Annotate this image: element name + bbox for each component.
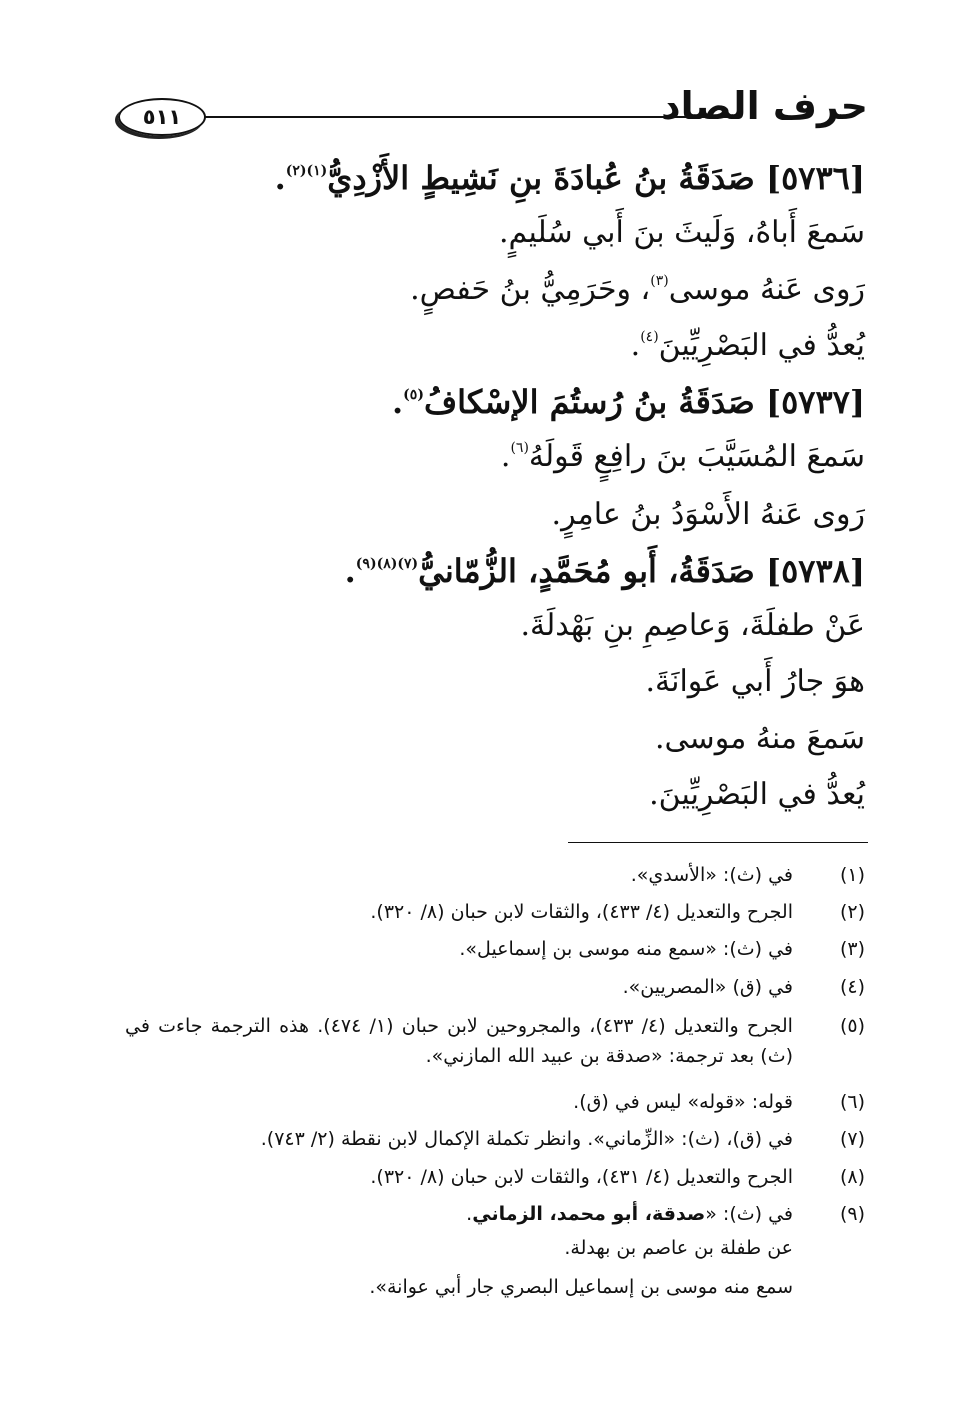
footnote-ref: (٥) <box>403 387 424 403</box>
footnote-text: الجرح والتعديل (٤/ ٤٣٣)، والثقات لابن حبان (٨/ ٣٢٠). <box>370 901 793 923</box>
footnote <box>125 934 865 964</box>
footnote-number: (٦) <box>839 1091 865 1113</box>
page-number-badge <box>118 98 206 136</box>
entry-line: رَوى عَنهُ الأَسْوَدُ بنُ عامِرٍ. <box>551 497 865 532</box>
entry-heading: [٥٧٣٧] صَدَقَةُ بنُ رُستُمَ الإسْكافُ$^{(٥)}$. <box>392 383 865 421</box>
footnote <box>125 972 865 1002</box>
entry-line: يُعدُّ في البَصْرِيِّينَ$^{(٤)}$. <box>630 328 865 363</box>
header-rule <box>205 116 730 118</box>
footnote-number: (٣) <box>839 938 865 960</box>
footnote-number: (٤) <box>839 976 865 998</box>
footnote-ref: (١)(٢) <box>285 163 328 179</box>
footnote-ref: (٤) <box>640 329 659 345</box>
footnote-text: في (ق) «المصريين». <box>622 976 793 998</box>
entry-line: هوَ جارُ أَبي عَوانَةَ. <box>645 664 865 699</box>
footnote-text: في (ث): «الأسدي». <box>630 864 793 886</box>
footnote-ref: (٧)(٨)(٩) <box>355 556 419 572</box>
footnote-number: (٧) <box>839 1128 865 1150</box>
entry-heading: [٥٧٣٦] صَدَقَةُ بنُ عُبادَةَ بنِ نَشِيطٍ الأَزْدِيُّ$^{(١)(٢)}$. <box>274 159 865 197</box>
footnote-text: الجرح والتعديل (٤/ ٤٣٣)، والمجروحين لابن حبان (١/ ٤٧٤). هذه الترجمة جاءت في (ث) بعد ترجمة: «صدقة بن عبيد الله المازني». <box>125 1015 793 1067</box>
footnote <box>125 1124 865 1154</box>
footnote-continuation: عن طفلة بن عاصم بن بهدلة. <box>564 1237 793 1259</box>
footnote-number: (٥) <box>839 1015 865 1037</box>
entry-name: صَدَقَةُ، أَبو مُحَمَّدٍ، الزُّمّانيُّ <box>418 552 755 590</box>
footnote <box>125 1011 865 1071</box>
footnote-number: (٨) <box>839 1166 865 1188</box>
footnote <box>125 1087 865 1117</box>
footnote-number: (١) <box>839 864 865 886</box>
entry-number: [٥٧٣٦] <box>765 159 865 197</box>
page-number: ٥١١ <box>142 105 182 129</box>
entry-line: رَوى عَنهُ موسى$^{(٣)}$، وحَرَمِيُّ بنُ حَفصٍ. <box>410 272 865 307</box>
footnote-number: (٢) <box>839 901 865 923</box>
entry-line: سَمعَ المُسَيَّبَ بنَ رافِعٍ قَولَهُ$^{(٦)}$. <box>500 439 865 474</box>
entry-line: سَمعَ أَباهُ، وَلَيثَ بنَ أَبي سُلَيمٍ. <box>499 215 865 250</box>
footnote-text: قوله: «قوله» ليس في (ق). <box>573 1091 793 1113</box>
entry-name: صَدَقَةُ بنُ رُستُمَ الإسْكافُ <box>423 383 755 421</box>
footnote <box>125 860 865 890</box>
entry-number: [٥٧٣٨] <box>765 552 865 590</box>
entry-line: سَمعَ منهُ موسى. <box>655 721 865 756</box>
footnote-text: في (ث): «سمع منه موسى بن إسماعيل». <box>459 938 793 960</box>
footnote <box>125 1162 865 1192</box>
entry-number: [٥٧٣٧] <box>765 383 865 421</box>
footnote-ref: (٦) <box>510 440 529 456</box>
running-header-title: حرف الصاد <box>661 84 868 128</box>
footnote-ref: (٣) <box>650 273 669 289</box>
entry-line: عَنْ طفلَةَ، وَعاصِمِ بنِ بَهْدلَةَ. <box>520 608 865 643</box>
entry-line: يُعدُّ في البَصْرِيِّينَ. <box>649 777 865 812</box>
entry-heading: [٥٧٣٨] صَدَقَةُ، أَبو مُحَمَّدٍ، الزُّمّانيُّ$^{(٧)(٨)(٩)}$. <box>344 552 865 590</box>
entry-name: صَدَقَةُ بنُ عُبادَةَ بنِ نَشِيطٍ الأَزْدِيُّ <box>327 159 755 197</box>
footnote-text: في (ق)، (ث): «الزِّماني». وانظر تكملة الإكمال لابن نقطة (٢/ ٧٤٣). <box>260 1128 793 1150</box>
footnote <box>125 1199 865 1229</box>
footnote-text: في (ث): «صدقة، أبو محمد، الزماني. <box>466 1203 793 1225</box>
footnote-number: (٩) <box>839 1203 865 1225</box>
footnote-text: الجرح والتعديل (٤/ ٤٣١)، والثقات لابن حبان (٨/ ٣٢٠). <box>370 1166 793 1188</box>
footnote <box>125 897 865 927</box>
footnote-separator <box>568 842 868 843</box>
footnote-continuation: سمع منه موسى بن إسماعيل البصري جار أبي عوانة». <box>369 1276 793 1298</box>
